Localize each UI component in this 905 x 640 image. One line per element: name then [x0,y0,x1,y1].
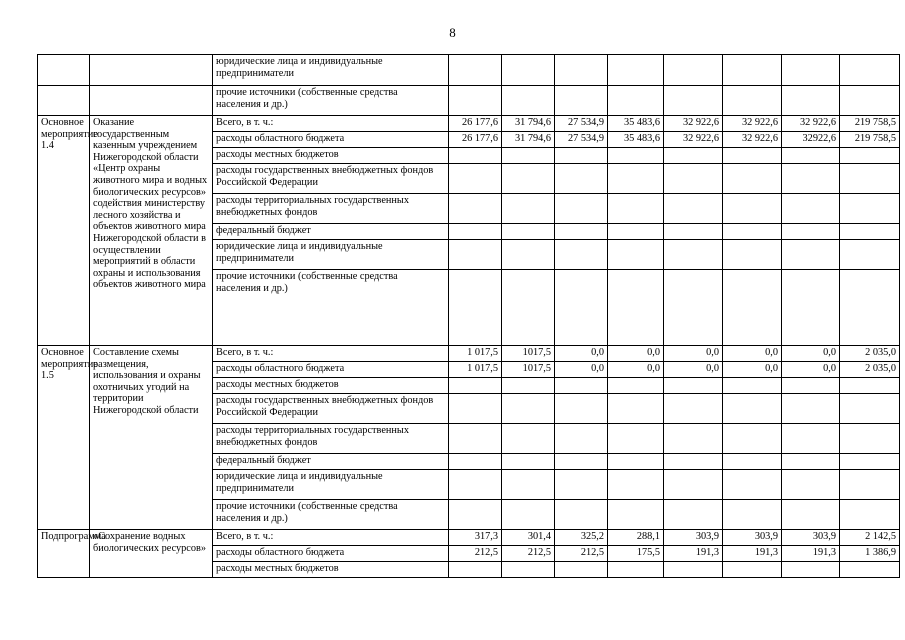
table-cell: 31 794,6 [502,132,555,148]
source-label: расходы государственных внебюджетных фондов Российской Федерации [213,394,449,424]
source-label: Всего, в т. ч.: [213,530,449,546]
table-cell: 1 017,5 [449,362,502,378]
source-label: юридические лица и индивидуальные предприниматели [213,470,449,500]
table-cell: 0,0 [608,362,664,378]
table-cell: 32 922,6 [664,132,723,148]
table-cell: 1 017,5 [449,346,502,362]
table-cell: 26 177,6 [449,132,502,148]
table-cell: 0,0 [664,362,723,378]
activity-label: Основное мероприятие 1.5 [38,346,90,530]
table-cell: 27 534,9 [555,132,608,148]
table-row [38,116,900,132]
table-cell: 0,0 [608,346,664,362]
table-cell: 1 386,9 [840,546,900,562]
table-row [38,86,900,116]
page-number: 8 [449,25,456,40]
table-cell: 0,0 [723,362,782,378]
table-cell: 27 534,9 [555,116,608,132]
table-cell: 191,3 [664,546,723,562]
table-cell: 32922,6 [782,132,840,148]
source-label: федеральный бюджет [213,454,449,470]
source-label: юридические лица и индивидуальные предприниматели [213,240,449,270]
table-cell: 219 758,5 [840,116,900,132]
source-label: прочие источники (собственные средства населения и др.) [213,86,449,116]
table-row [38,346,900,362]
source-label: расходы местных бюджетов [213,378,449,394]
table-cell: 32 922,6 [723,116,782,132]
source-label: расходы государственных внебюджетных фондов Российской Федерации [213,164,449,194]
source-label: Всего, в т. ч.: [213,346,449,362]
budget-table [37,54,900,578]
source-label: юридические лица и индивидуальные предприниматели [213,55,449,86]
table-cell: 175,5 [608,546,664,562]
source-label: расходы территориальных государственных внебюджетных фондов [213,424,449,454]
source-label: расходы областного бюджета [213,132,449,148]
table-cell: 0,0 [664,346,723,362]
table-cell: 212,5 [555,546,608,562]
table-cell: 301,4 [502,530,555,546]
table-cell: 26 177,6 [449,116,502,132]
source-label: расходы местных бюджетов [213,562,449,578]
table-cell: 191,3 [782,546,840,562]
table-cell: 0,0 [555,346,608,362]
table-cell: 31 794,6 [502,116,555,132]
table-cell: 0,0 [782,346,840,362]
table-cell: 212,5 [449,546,502,562]
subprogram-name: «Сохранение водных биологических ресурсов» [90,530,213,578]
source-label: прочие источники (собственные средства населения и др.) [213,500,449,530]
table-cell: 219 758,5 [840,132,900,148]
table-cell: 32 922,6 [664,116,723,132]
table-cell: 303,9 [782,530,840,546]
activity-name: Составление схемы размещения, использования и охраны охотничьих угодий на территории Нижегородской области [90,346,213,530]
table-cell: 0,0 [782,362,840,378]
source-label: федеральный бюджет [213,224,449,240]
table-cell: 35 483,6 [608,132,664,148]
table-cell: 303,9 [664,530,723,546]
table-cell: 288,1 [608,530,664,546]
subprogram-label: Подпрограмма [38,530,90,578]
source-label: расходы областного бюджета [213,362,449,378]
table-cell: 32 922,6 [782,116,840,132]
table-row [38,55,900,86]
activity-label: Основное мероприятие 1.4 [38,116,90,346]
table-cell: 1017,5 [502,346,555,362]
source-label: прочие источники (собственные средства населения и др.) [213,270,449,346]
table-cell: 191,3 [723,546,782,562]
source-label: Всего, в т. ч.: [213,116,449,132]
table-cell: 2 035,0 [840,362,900,378]
source-label: расходы областного бюджета [213,546,449,562]
table-cell: 2 142,5 [840,530,900,546]
table-cell: 1017,5 [502,362,555,378]
table-cell: 212,5 [502,546,555,562]
table-cell: 317,3 [449,530,502,546]
table-cell: 0,0 [723,346,782,362]
source-label: расходы территориальных государственных внебюджетных фондов [213,194,449,224]
source-label: расходы местных бюджетов [213,148,449,164]
table-row [38,530,900,546]
table-cell: 32 922,6 [723,132,782,148]
table-cell: 0,0 [555,362,608,378]
table-cell: 35 483,6 [608,116,664,132]
table-cell: 325,2 [555,530,608,546]
activity-name: Оказание государственным казенным учреждением Нижегородской области «Центр охраны животного мира и водных биологических ресурсов» содействия министерству лесного хозяйства и объектов животного мира Нижегородской области в осуществлении мероприятий в области охраны и использования объектов животного мира [90,116,213,346]
table-cell: 2 035,0 [840,346,900,362]
table-cell: 303,9 [723,530,782,546]
